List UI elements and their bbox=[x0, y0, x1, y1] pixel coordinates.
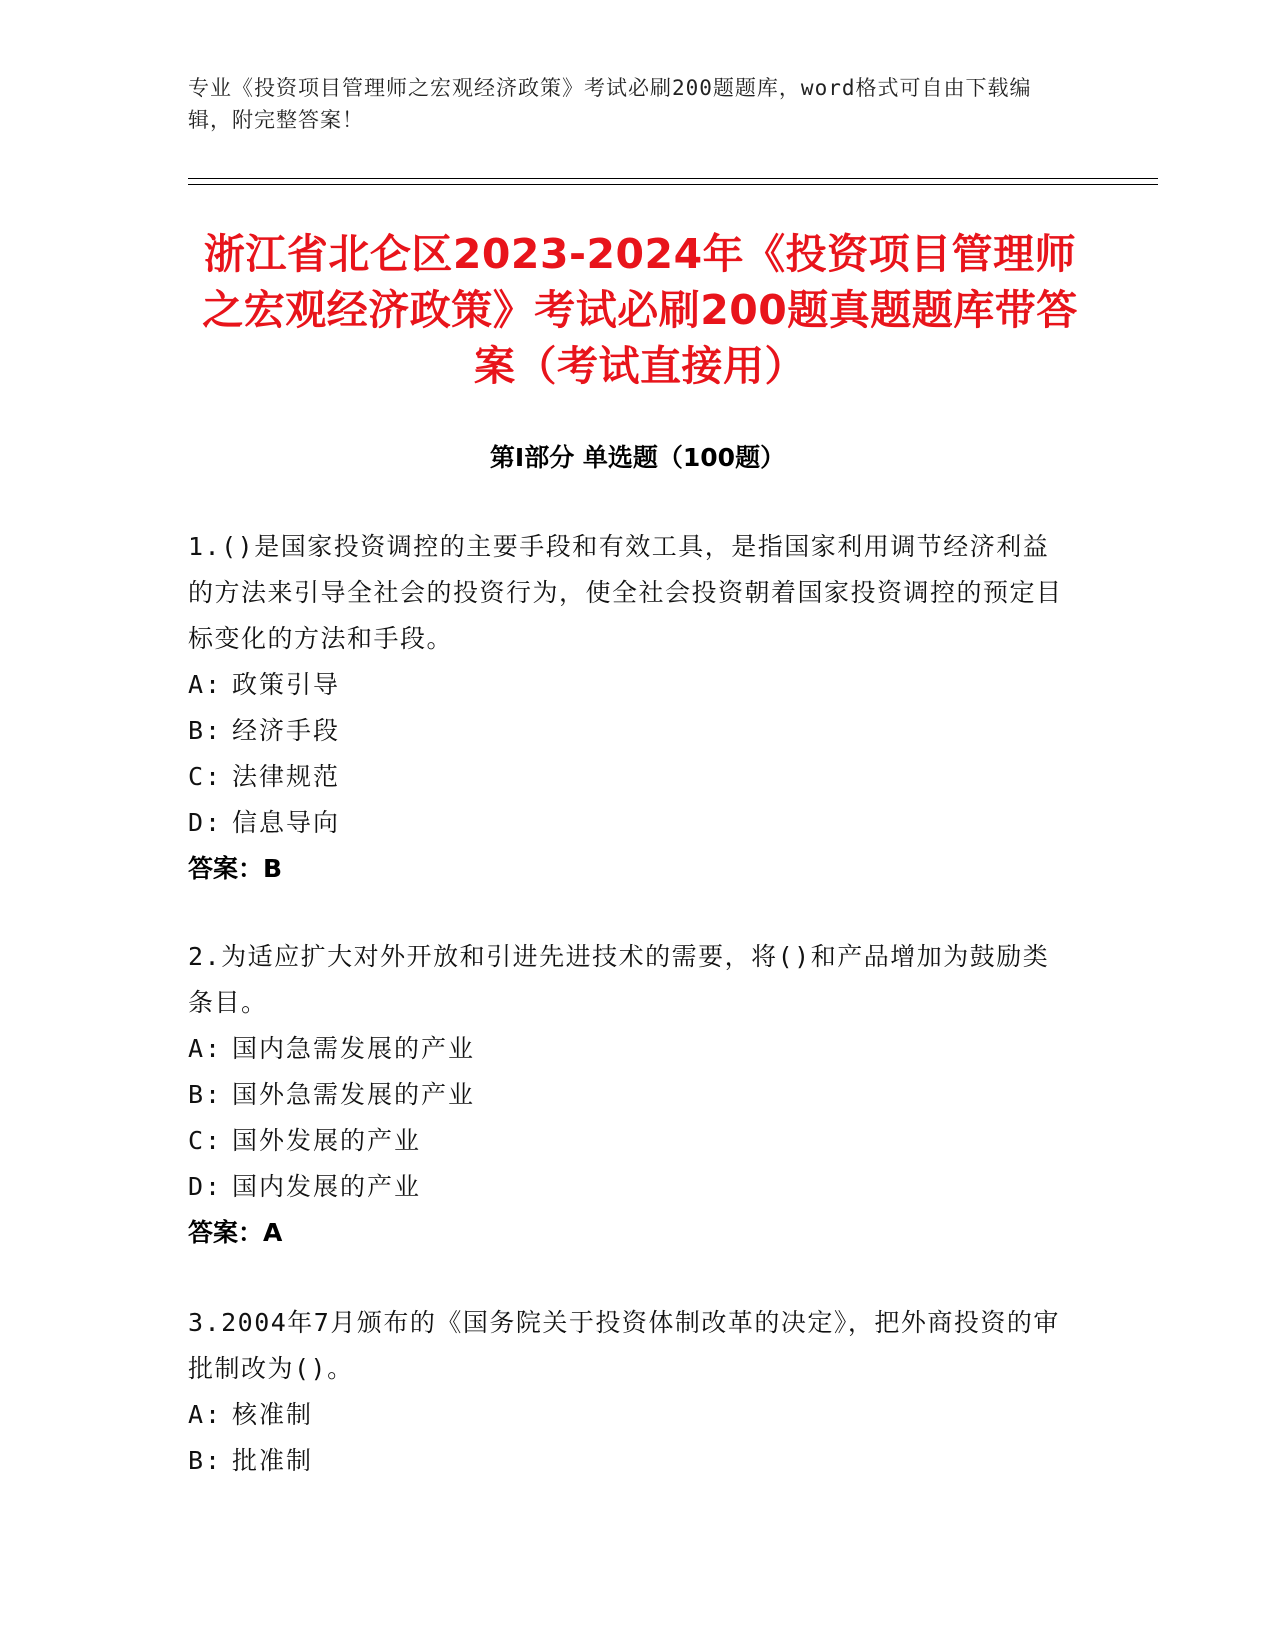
option-c bbox=[188, 754, 1068, 800]
option-text: 批准制 bbox=[232, 1446, 314, 1475]
option-text: 国外发展的产业 bbox=[232, 1126, 422, 1155]
option-a bbox=[188, 662, 1068, 708]
option-c bbox=[188, 1118, 1068, 1164]
option-d bbox=[188, 1164, 1068, 1210]
option-letter: C: bbox=[188, 762, 223, 791]
option-text: 信息导向 bbox=[232, 808, 341, 837]
option-letter: A: bbox=[188, 1034, 223, 1063]
question-2 bbox=[188, 934, 1068, 1256]
option-letter: B: bbox=[188, 1446, 223, 1475]
question-stem: 3.2004年7月颁布的《国务院关于投资体制改革的决定》，把外商投资的审批制改为()。 bbox=[188, 1308, 1060, 1383]
option-letter: A: bbox=[188, 1400, 223, 1429]
question-stem: 1.()是国家投资调控的主要手段和有效工具，是指国家利用调节经济利益的方法来引导全社会的投资行为，使全社会投资朝着国家投资调控的预定目标变化的方法和手段。 bbox=[188, 532, 1063, 653]
option-text: 国内发展的产业 bbox=[232, 1172, 422, 1201]
option-letter: D: bbox=[188, 1172, 223, 1201]
option-letter: B: bbox=[188, 1080, 223, 1109]
option-a bbox=[188, 1026, 1068, 1072]
question-stem: 2.为适应扩大对外开放和引进先进技术的需要，将()和产品增加为鼓励类条目。 bbox=[188, 942, 1050, 1017]
option-letter: D: bbox=[188, 808, 223, 837]
option-text: 核准制 bbox=[232, 1400, 314, 1429]
option-letter: A: bbox=[188, 670, 223, 699]
option-b bbox=[188, 1072, 1068, 1118]
option-text: 法律规范 bbox=[232, 762, 341, 791]
option-text: 国内急需发展的产业 bbox=[232, 1034, 476, 1063]
option-a bbox=[188, 1392, 1068, 1438]
answer: 答案：A bbox=[188, 1218, 283, 1247]
section-title: 第Ⅰ部分 单选题（100题） bbox=[489, 443, 786, 472]
option-d bbox=[188, 800, 1068, 846]
header-divider-bottom bbox=[188, 184, 1158, 185]
option-text: 经济手段 bbox=[232, 716, 341, 745]
question-3 bbox=[188, 1300, 1068, 1484]
answer: 答案：B bbox=[188, 854, 283, 883]
option-b bbox=[188, 708, 1068, 754]
document-title: 浙江省北仑区2023-2024年《投资项目管理师之宏观经济政策》考试必刷200题真题题库带答案（考试直接用） bbox=[202, 230, 1078, 390]
option-b bbox=[188, 1438, 1068, 1484]
option-text: 国外急需发展的产业 bbox=[232, 1080, 476, 1109]
question-1 bbox=[188, 524, 1068, 892]
header-divider-top bbox=[188, 178, 1158, 179]
option-text: 政策引导 bbox=[232, 670, 341, 699]
option-letter: B: bbox=[188, 716, 223, 745]
header-note: 专业《投资项目管理师之宏观经济政策》考试必刷200题题库，word格式可自由下载编辑，附完整答案！ bbox=[188, 76, 1032, 132]
option-letter: C: bbox=[188, 1126, 223, 1155]
